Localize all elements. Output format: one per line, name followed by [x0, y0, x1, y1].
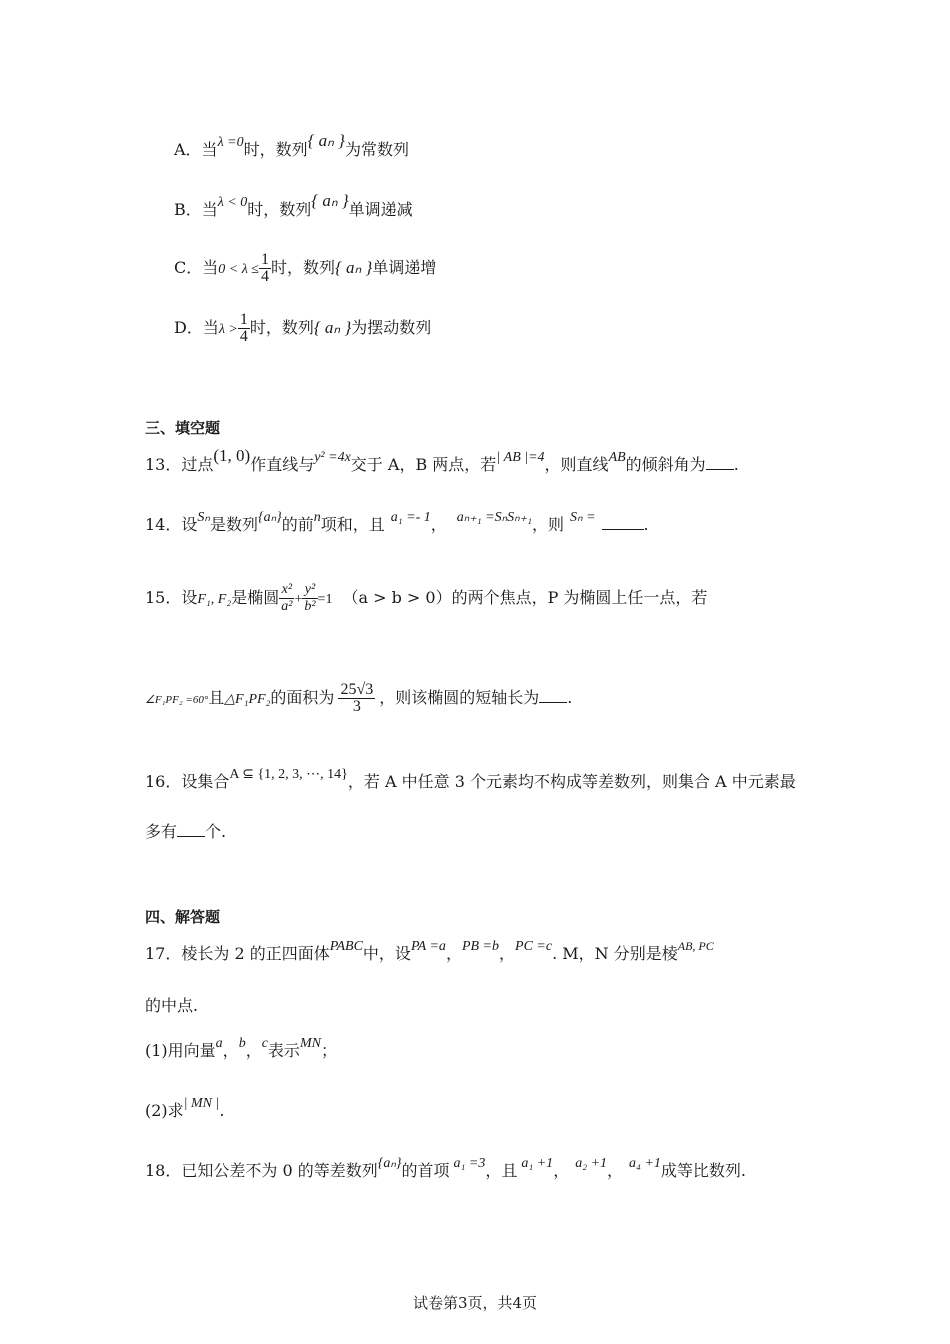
q18-expr-1: a₁ +1	[521, 1156, 554, 1171]
q17-mn: MN	[299, 1036, 321, 1051]
option-b	[174, 191, 413, 222]
q16-prefix: 16．设集合	[145, 772, 230, 791]
q15-eq1: =1	[317, 592, 333, 607]
q14-a1: a₁ =- 1	[390, 510, 431, 525]
q14-text-1: 是数列	[209, 515, 258, 534]
option-c-mid: 时，数列	[270, 258, 335, 277]
q17-comma-3: ，	[222, 1041, 239, 1060]
question-14	[145, 510, 649, 537]
q17-part-1	[145, 1036, 337, 1063]
q18-comma-2: ，	[607, 1161, 624, 1180]
option-b-seq: { aₙ }	[311, 191, 349, 210]
q18-expr-3: a₄ +1	[629, 1156, 661, 1171]
option-d-condition: λ >	[218, 322, 238, 337]
q16-answer-blank[interactable]	[177, 822, 205, 837]
q15-b2: b²	[304, 599, 316, 614]
q15-text-1: 是椭圆	[231, 588, 280, 607]
q17-line-2: 的中点.	[145, 996, 199, 1015]
q15-a2: a²	[281, 599, 293, 614]
option-a-label: A．当	[174, 140, 218, 159]
question-16	[145, 767, 796, 794]
q18-comma-1: ，	[553, 1161, 570, 1180]
q17-vector-c: c	[261, 1036, 268, 1051]
q15-frac-x	[279, 582, 294, 615]
q14-sn-eq: Sₙ =	[570, 510, 596, 525]
option-d-mid: 时，数列	[249, 318, 314, 337]
q16-text-2a: 多有	[145, 822, 178, 841]
q18-a1: a₁ =3	[453, 1156, 486, 1171]
q17-text-2: . M，N 分别是棱	[552, 944, 678, 963]
question-18	[145, 1156, 746, 1183]
q15-text-area: 的面积为	[270, 688, 335, 707]
option-c-frac-num: 1	[260, 251, 269, 268]
q13-prefix: 13．过点	[145, 455, 214, 474]
q13-text-3: ，则直线	[544, 455, 609, 474]
q17-edges: AB, PC	[677, 939, 714, 953]
option-d-label: D．当	[174, 318, 219, 337]
q15-triangle: △F₁PF₂	[224, 692, 271, 707]
q18-seq: {aₙ}	[377, 1156, 402, 1171]
q18-text-2: ，且	[485, 1161, 518, 1180]
option-c-fraction	[259, 252, 271, 285]
option-c	[174, 250, 436, 288]
q13-text-4: 的倾斜角为	[625, 455, 706, 474]
q17-comma-2: ，	[499, 944, 516, 963]
q17-vector-b: b	[238, 1036, 246, 1051]
q15-area-den: 3	[352, 698, 361, 715]
option-b-condition: λ < 0	[217, 195, 248, 210]
option-d-seq: { aₙ }	[313, 318, 352, 337]
option-b-mid: 时，数列	[247, 200, 312, 219]
q16-text-2b: 个.	[205, 822, 227, 841]
option-c-frac-den: 4	[260, 268, 269, 285]
q17-abs-mn: | MN |	[183, 1096, 220, 1111]
q13-curve: y² =4x	[314, 450, 351, 465]
q18-expr-2: a₂ +1	[575, 1156, 608, 1171]
q13-text-2: 交于 A，B 两点，若	[350, 455, 497, 474]
q17-p1-text-c: ；	[320, 1041, 337, 1060]
option-c-label: C．当	[174, 258, 219, 277]
option-c-seq: { aₙ }	[334, 258, 373, 277]
q15-area-fraction	[338, 682, 375, 715]
option-d-tail: 为摆动数列	[351, 318, 432, 337]
q13-end: .	[733, 455, 739, 474]
q16-text-1: ，若 A 中任意 3 个元素均不构成等差数列，则集合 A 中元素最	[347, 772, 796, 791]
question-17	[145, 939, 714, 966]
q15-answer-blank[interactable]	[539, 688, 567, 703]
q15-y2: y²	[302, 582, 317, 599]
q15-prefix: 15．设	[145, 588, 198, 607]
q15-condition: （a > b > 0）的两个焦点，P 为椭圆上任一点，若	[342, 588, 708, 607]
q17-p2-text-a: (2)求	[145, 1101, 184, 1120]
q17-pc: PC =c	[515, 939, 553, 954]
q17-pb: PB =b	[461, 939, 500, 954]
option-a	[174, 131, 409, 162]
question-13	[145, 446, 739, 477]
q17-p2-text-b: .	[219, 1101, 225, 1120]
q17-prefix: 17．棱长为 2 的正四面体	[145, 944, 330, 963]
option-b-tail: 单调递减	[348, 200, 413, 219]
q15-area-num: 25√3	[340, 681, 374, 698]
question-15-line-2	[145, 678, 572, 720]
option-a-tail: 为常数列	[344, 140, 409, 159]
q14-end: .	[643, 515, 649, 534]
q14-text-2: 的前	[281, 515, 314, 534]
q18-prefix: 18．已知公差不为 0 的等差数列	[145, 1161, 378, 1180]
q17-part-2	[145, 1096, 225, 1123]
q13-answer-blank[interactable]	[706, 455, 734, 470]
q14-seq: {aₙ}	[257, 510, 282, 525]
q17-pabc: PABC	[329, 939, 363, 954]
q13-line-ab: AB	[608, 450, 626, 465]
option-d-frac-num: 1	[239, 311, 248, 328]
q15-text-3: ，则该椭圆的短轴长为	[379, 688, 540, 707]
q15-text-and: 且	[208, 688, 225, 707]
q14-text-3: 项和，且	[320, 515, 385, 534]
section-heading-answer: 四、解答题	[145, 908, 221, 926]
option-b-label: B．当	[174, 200, 218, 219]
option-a-condition: λ =0	[217, 135, 244, 150]
question-15	[145, 578, 707, 620]
q18-text-3: 成等比数列.	[660, 1161, 746, 1180]
q17-p1-text-b: 表示	[267, 1041, 300, 1060]
page-footer: 试卷第3页，共4页	[412, 1294, 538, 1312]
q17-vector-a: a	[215, 1036, 223, 1051]
q14-answer-blank[interactable]	[602, 515, 644, 530]
q15-frac-y	[302, 582, 317, 615]
option-d-frac-den: 4	[239, 328, 248, 345]
q14-comma: ，	[430, 515, 447, 534]
option-c-condition: 0 < λ ≤	[218, 262, 259, 277]
option-c-tail: 单调递增	[372, 258, 437, 277]
q16-set: A ⊆ {1, 2, 3, ⋯, 14}	[229, 767, 348, 782]
q14-text-4: ，则	[531, 515, 564, 534]
q13-point: (1, 0)	[213, 446, 251, 465]
option-a-seq: { aₙ }	[307, 131, 345, 150]
q17-text-1: 中，设	[362, 944, 411, 963]
q15-foci: F₁, F₂	[197, 592, 232, 607]
q15-plus: +	[294, 592, 303, 607]
q17-comma-1: ，	[445, 944, 462, 963]
q14-sn: Sₙ	[197, 510, 210, 525]
question-16-line-2	[145, 822, 226, 842]
q17-p1-text-a: (1)用向量	[145, 1041, 216, 1060]
option-d-fraction	[238, 312, 250, 345]
q15-angle: ∠F₁PF₂ =60°	[145, 694, 209, 706]
q17-comma-4: ，	[245, 1041, 262, 1060]
q14-prefix: 14．设	[145, 515, 198, 534]
option-a-mid: 时，数列	[243, 140, 308, 159]
option-d	[174, 310, 431, 348]
q15-end: .	[567, 688, 573, 707]
q15-x2: x²	[279, 582, 294, 599]
q18-text-1: 的首项	[401, 1161, 450, 1180]
q13-abs-ab: | AB |=4	[496, 450, 545, 465]
q13-text-1: 作直线与	[250, 455, 315, 474]
q17-pa: PA =a	[410, 939, 446, 954]
q14-recurrence: aₙ₊₁ =SₙSₙ₊₁	[456, 510, 532, 525]
section-heading-fill-in: 三、填空题	[145, 419, 221, 437]
q14-n: n	[313, 510, 321, 525]
